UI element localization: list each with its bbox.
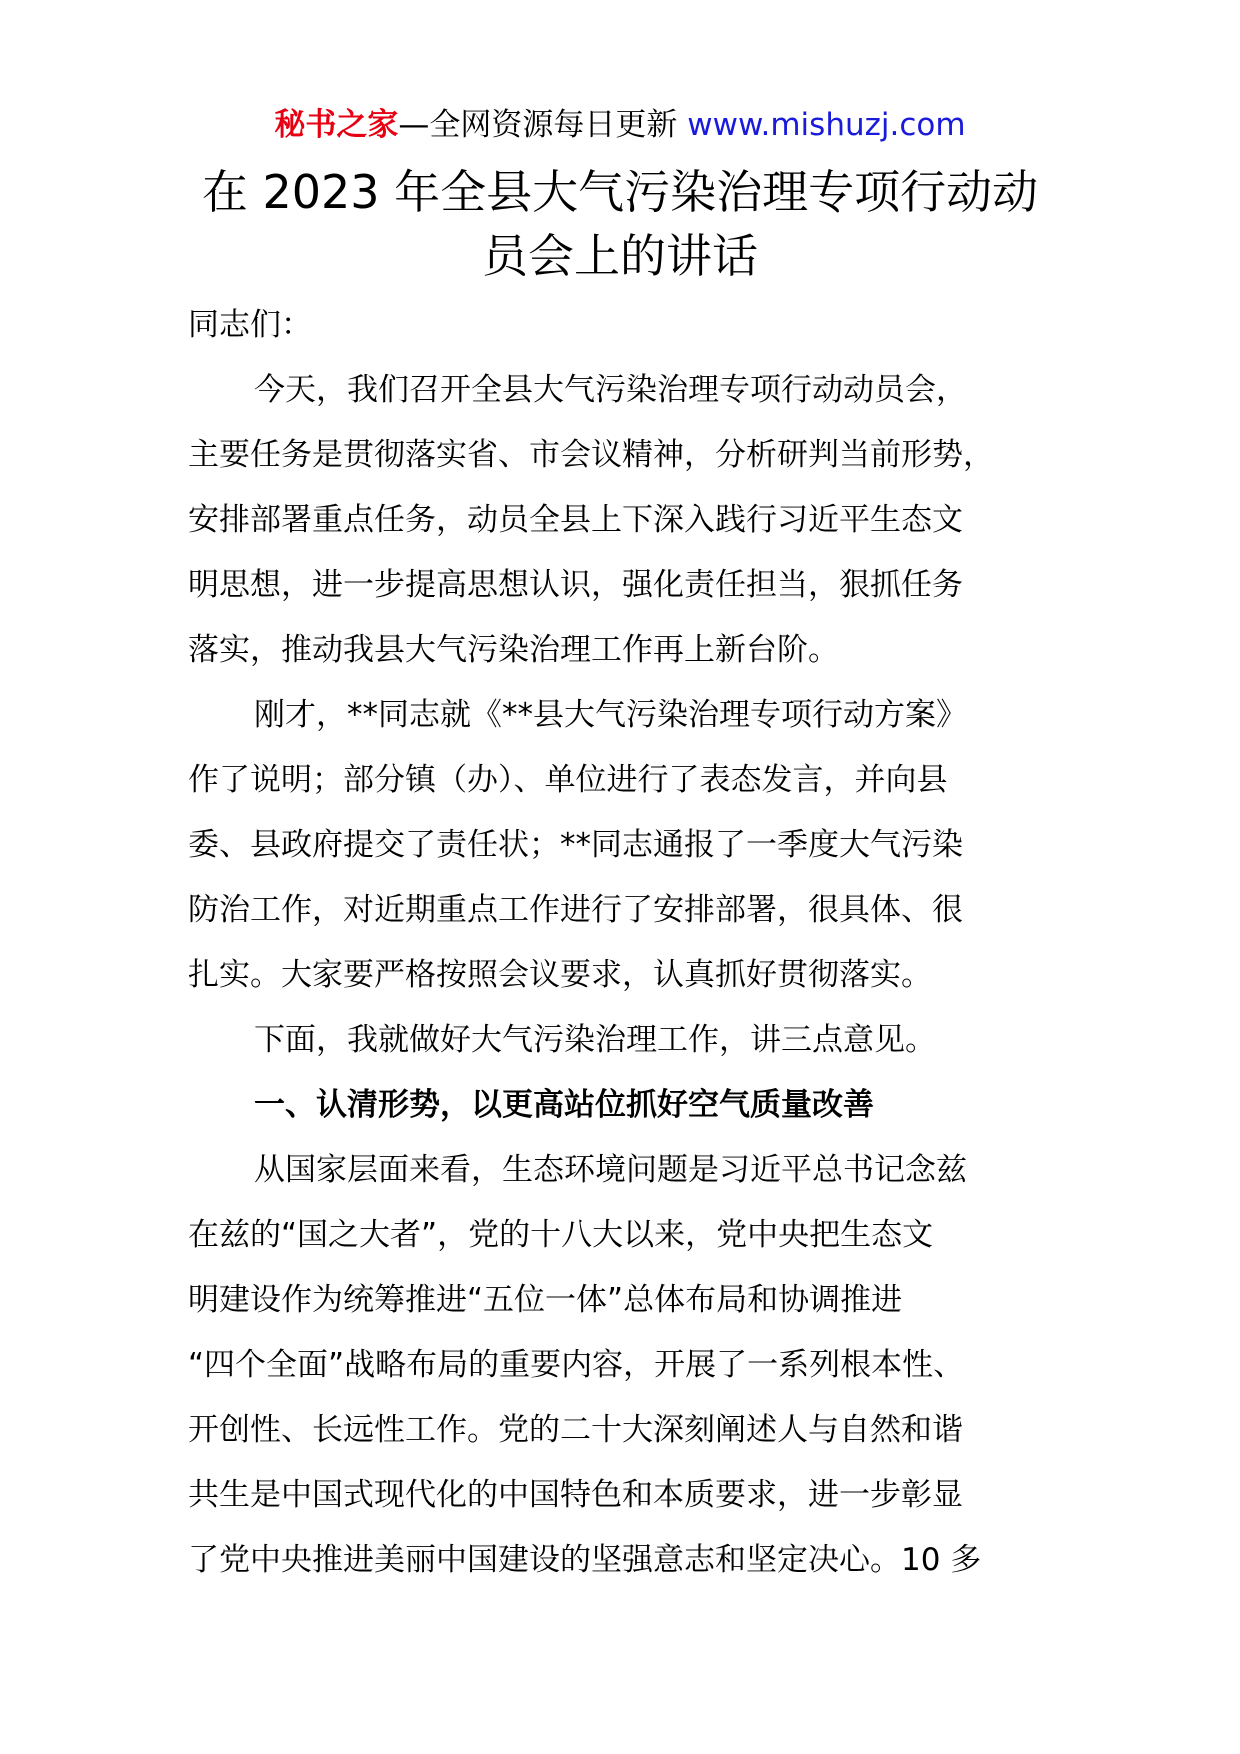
- site-slogan: —全网资源每日更新: [398, 107, 678, 143]
- paragraph-line: 在兹的“国之大者”，党的十八大以来，党中央把生态文: [188, 1217, 934, 1253]
- paragraph-line: 扎实。大家要严格按照会议要求，认真抓好贯彻落实。: [188, 957, 932, 993]
- title-line-2: 员会上的讲话: [482, 229, 758, 283]
- paragraph-line: 了党中央推进美丽中国建设的坚强意志和坚定决心。10 多: [188, 1542, 982, 1578]
- paragraph-line: “四个全面”战略布局的重要内容，开展了一系列根本性、: [188, 1347, 965, 1383]
- paragraph-line: 从国家层面来看，生态环境问题是习近平总书记念兹: [254, 1152, 967, 1188]
- paragraph-line: 防治工作，对近期重点工作进行了安排部署，很具体、很: [188, 892, 963, 928]
- site-header: [0, 103, 1240, 147]
- paragraph-line: 刚才，**同志就《**县大气污染治理专项行动方案》: [254, 697, 967, 733]
- paragraph-line: 下面，我就做好大气污染治理工作，讲三点意见。: [254, 1022, 936, 1058]
- title-line-1: 在 2023 年全县大气污染治理专项行动动: [201, 165, 1039, 219]
- paragraph-4: [188, 1138, 1068, 1593]
- brand-name: 秘书之家: [274, 107, 399, 143]
- section-heading-1: [188, 1073, 1068, 1138]
- paragraph-line: 安排部署重点任务，动员全县上下深入践行习近平生态文: [188, 502, 963, 538]
- paragraph-line: 落实，推动我县大气污染治理工作再上新台阶。: [188, 632, 839, 668]
- paragraph-1: [188, 358, 1068, 683]
- salutation-text: 同志们：: [188, 307, 312, 343]
- salutation: [188, 293, 1068, 358]
- section-heading-text: 一、认清形势，以更高站位抓好空气质量改善: [254, 1087, 874, 1123]
- paragraph-line: 开创性、长远性工作。党的二十大深刻阐述人与自然和谐: [188, 1412, 963, 1448]
- paragraph-line: 今天，我们召开全县大气污染治理专项行动动员会，: [254, 372, 967, 408]
- site-url[interactable]: www.mishuzj.com: [687, 107, 966, 143]
- paragraph-line: 主要任务是贯彻落实省、市会议精神，分析研判当前形势，: [188, 437, 994, 473]
- paragraph-line: 作了说明；部分镇（办）、单位进行了表态发言，并向县: [188, 762, 948, 798]
- paragraph-line: 委、县政府提交了责任状；**同志通报了一季度大气污染: [188, 827, 963, 863]
- document-title: [150, 160, 1090, 288]
- paragraph-line: 共生是中国式现代化的中国特色和本质要求，进一步彰显: [188, 1477, 963, 1513]
- paragraph-line: 明建设作为统筹推进“五位一体”总体布局和协调推进: [188, 1282, 903, 1318]
- paragraph-2: [188, 683, 1068, 1008]
- paragraph-3: [188, 1008, 1068, 1073]
- document-body: [188, 293, 1068, 1593]
- paragraph-line: 明思想，进一步提高思想认识，强化责任担当，狠抓任务: [188, 567, 963, 603]
